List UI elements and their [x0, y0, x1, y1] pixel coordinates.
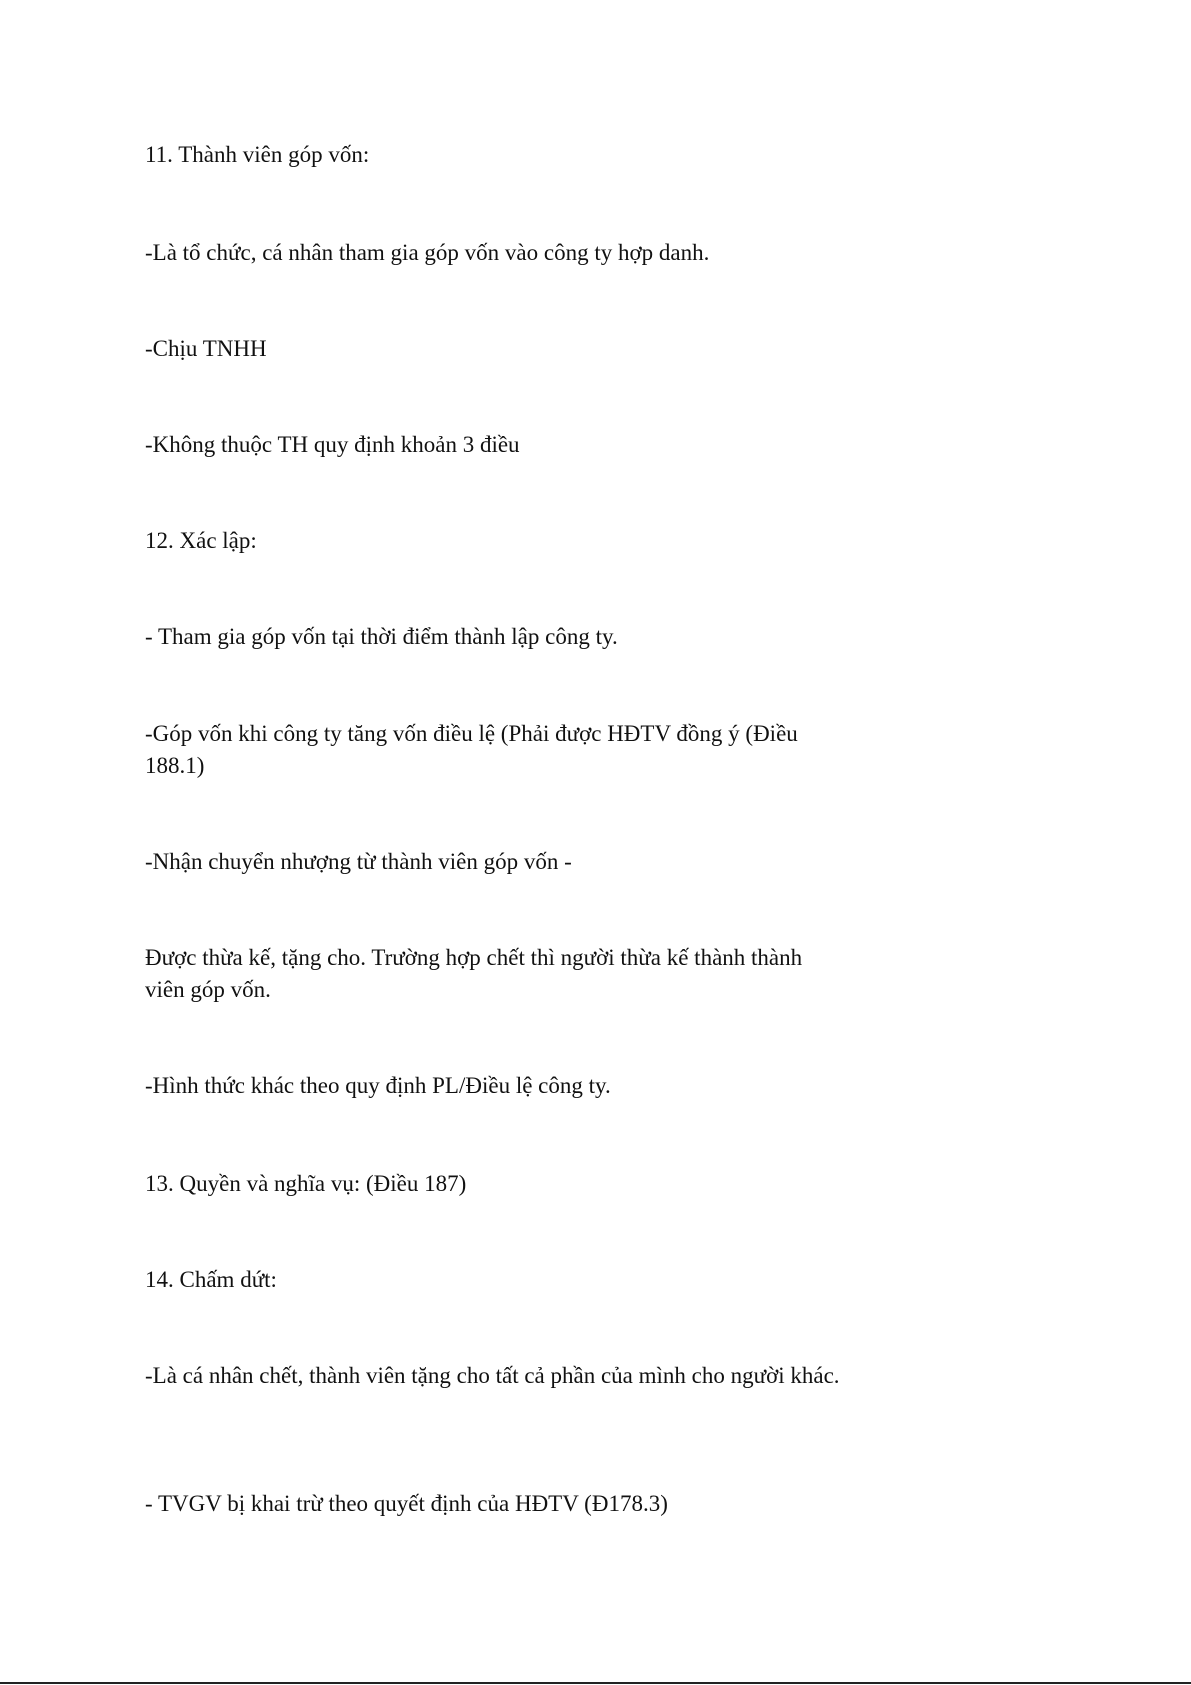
paragraph: -Nhận chuyển nhượng từ thành viên góp vốn - [145, 849, 572, 874]
paragraph: -Là cá nhân chết, thành viên tặng cho tất cả phần của mình cho người khác. [145, 1363, 840, 1388]
paragraph: - TVGV bị khai trừ theo quyết định của HĐTV (Đ178.3) [145, 1491, 668, 1516]
paragraph: -Góp vốn khi công ty tăng vốn điều lệ (Phải được HĐTV đồng ý (Điều 188.1) [145, 721, 798, 778]
page-bottom-divider [0, 1682, 1191, 1684]
paragraph: -Hình thức khác theo quy định PL/Điều lệ công ty. [145, 1073, 611, 1098]
heading-section-11: 11. Thành viên góp vốn: [145, 142, 370, 167]
paragraph: - Tham gia góp vốn tại thời điểm thành lập công ty. [145, 624, 618, 649]
paragraph: Được thừa kế, tặng cho. Trường hợp chết thì người thừa kế thành thành viên góp vốn. [145, 945, 803, 1002]
heading-section-12: 12. Xác lập: [145, 528, 257, 553]
paragraph: -Là tổ chức, cá nhân tham gia góp vốn vào công ty hợp danh. [145, 240, 710, 265]
paragraph: -Chịu TNHH [145, 336, 267, 361]
heading-section-13: 13. Quyền và nghĩa vụ: (Điều 187) [145, 1171, 467, 1196]
paragraph: -Không thuộc TH quy định khoản 3 điều [145, 432, 520, 457]
heading-section-14: 14. Chấm dứt: [145, 1267, 277, 1292]
